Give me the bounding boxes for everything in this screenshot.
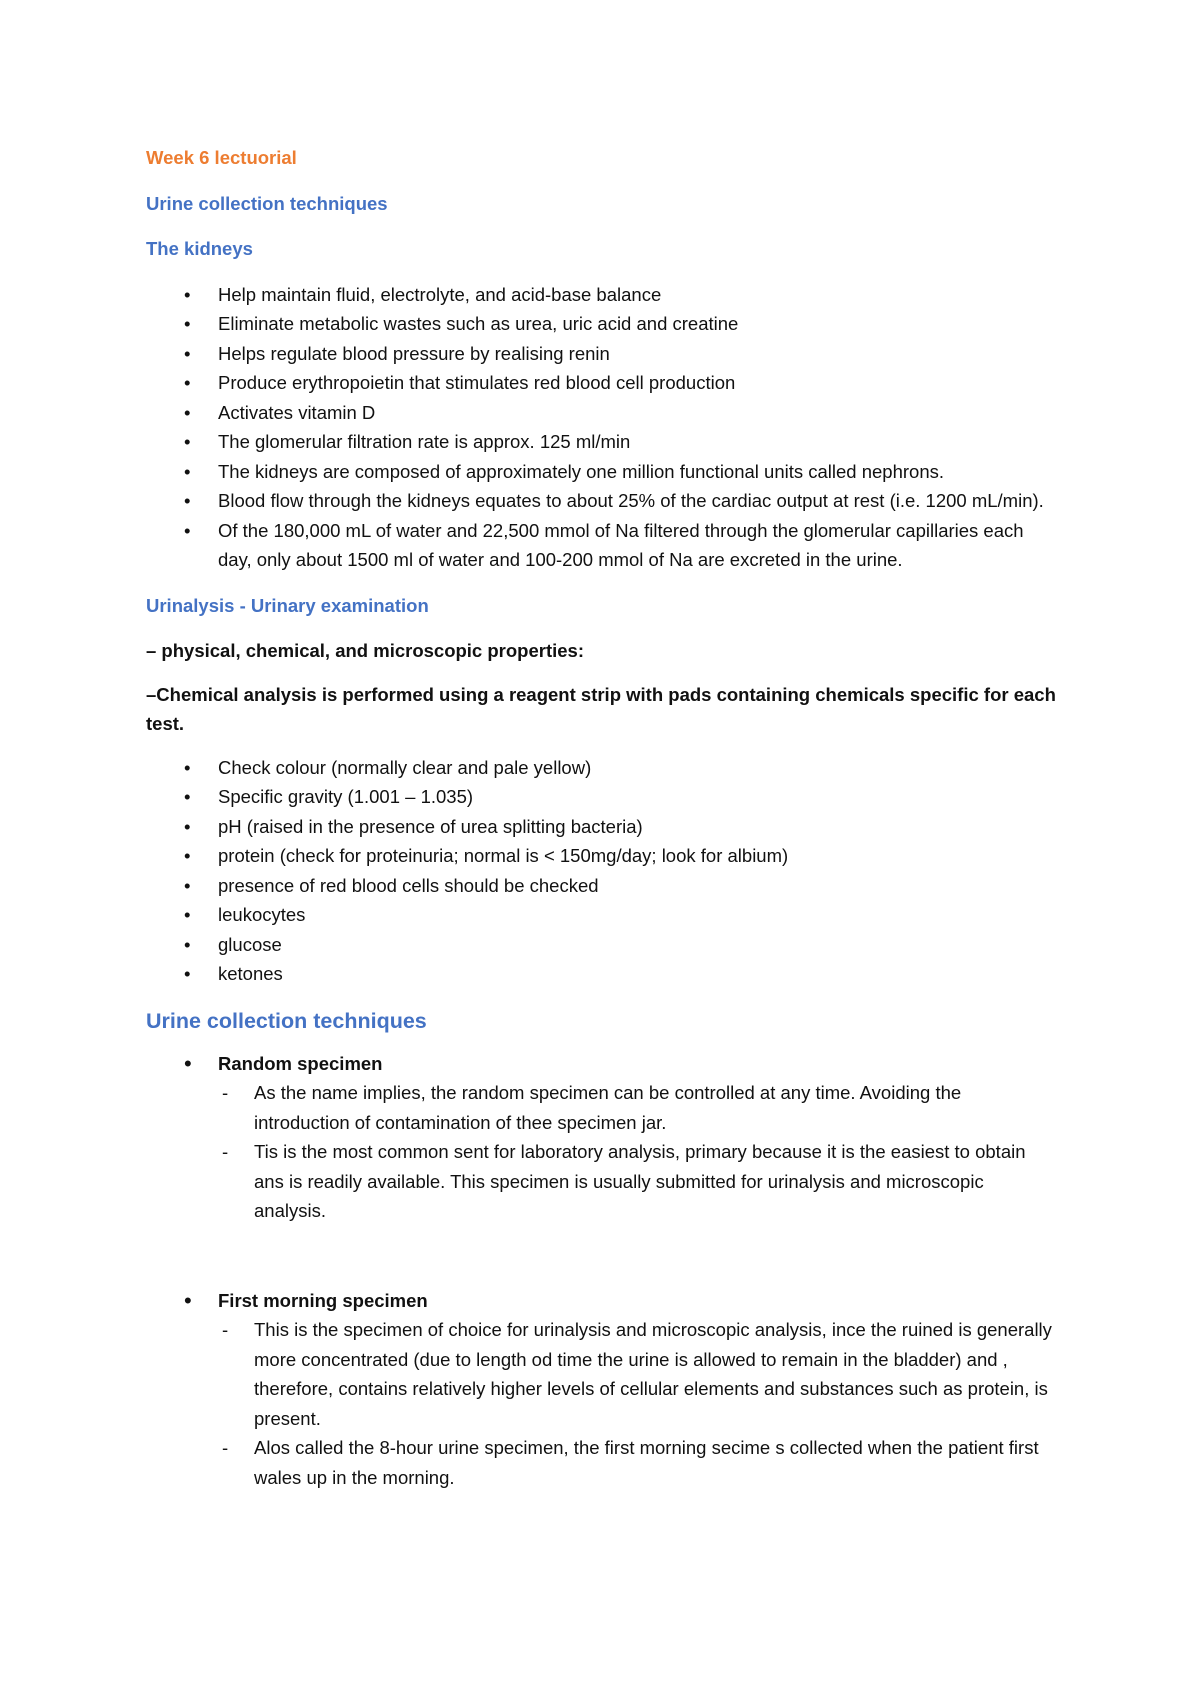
list-item: • Eliminate metabolic wastes such as urea, uric acid and creatine [146,309,1056,339]
list-item: • ketones [146,959,1056,989]
document-body [146,143,1056,1492]
list-item: • protein (check for proteinuria; normal is < 150mg/day; look for albium) [146,841,1056,871]
collection-subheading: Urine collection techniques [146,192,388,214]
specimen-title: • Random specimen [218,1052,383,1074]
detail-item: - Alos called the 8-hour urine specimen, the first morning secime s collected when the patient first wales up in the morning. [218,1433,1056,1492]
list-item: • leukocytes [146,900,1056,930]
list-item: • Check colour (normally clear and pale yellow) [146,753,1056,783]
urinalysis-heading: Urinalysis - Urinary examination [146,594,429,616]
urinalysis-chemical-line: –Chemical analysis is performed using a reagent strip with pads containing chemicals specific for each test. [146,683,1056,734]
list-item: • The glomerular filtration rate is approx. 125 ml/min [146,427,1056,457]
list-item: • Produce erythropoietin that stimulates red blood cell production [146,368,1056,398]
specimen-title: • First morning specimen [218,1289,428,1311]
urinalysis-properties-line: – physical, chemical, and microscopic properties: [146,640,584,661]
kidney-points-list [146,280,1056,575]
list-item: • presence of red blood cells should be checked [146,871,1056,901]
list-item: • Activates vitamin D [146,398,1056,428]
list-item: • pH (raised in the presence of urea splitting bacteria) [146,812,1056,842]
specimen-item-first-morning [146,1286,1056,1493]
specimen-details [218,1078,1056,1226]
list-item: • Help maintain fluid, electrolyte, and acid-base balance [146,280,1056,310]
list-item: • Of the 180,000 mL of water and 22,500 mmol of Na filtered through the glomerular capillaries each day, only about 1500 ml of water and 100-200 mmol of Na are excreted in the urine. [146,516,1056,575]
specimen-list [146,1049,1056,1493]
detail-item: - As the name implies, the random specimen can be controlled at any time. Avoiding the introduction of contamination of thee specimen jar. [218,1078,1056,1137]
list-item: • Specific gravity (1.001 – 1.035) [146,782,1056,812]
kidneys-heading: The kidneys [146,238,253,259]
list-item: • glucose [146,930,1056,960]
specimen-details [218,1315,1056,1492]
week-heading: Week 6 lectuorial [146,147,297,168]
spacer [146,1226,1056,1286]
detail-item: - Tis is the most common sent for laboratory analysis, primary because it is the easiest to obtain ans is readily available. This specimen is usually submitted for urinalysis and microscopic analysis. [218,1137,1056,1226]
detail-item: - This is the specimen of choice for urinalysis and microscopic analysis, ince the ruined is generally more concentrated (due to length od time the urine is allowed to remain in the bladder) and , therefore, contains relatively higher levels of cellular elements and substances such as protein, is present. [218,1315,1056,1433]
collection-main-heading: Urine collection techniques [146,1008,427,1033]
specimen-item-random [146,1049,1056,1226]
urinalysis-points-list [146,753,1056,989]
list-item: • Helps regulate blood pressure by realising renin [146,339,1056,369]
list-item: • Blood flow through the kidneys equates to about 25% of the cardiac output at rest (i.e. 1200 mL/min). [146,486,1056,516]
list-item: • The kidneys are composed of approximately one million functional units called nephrons. [146,457,1056,487]
